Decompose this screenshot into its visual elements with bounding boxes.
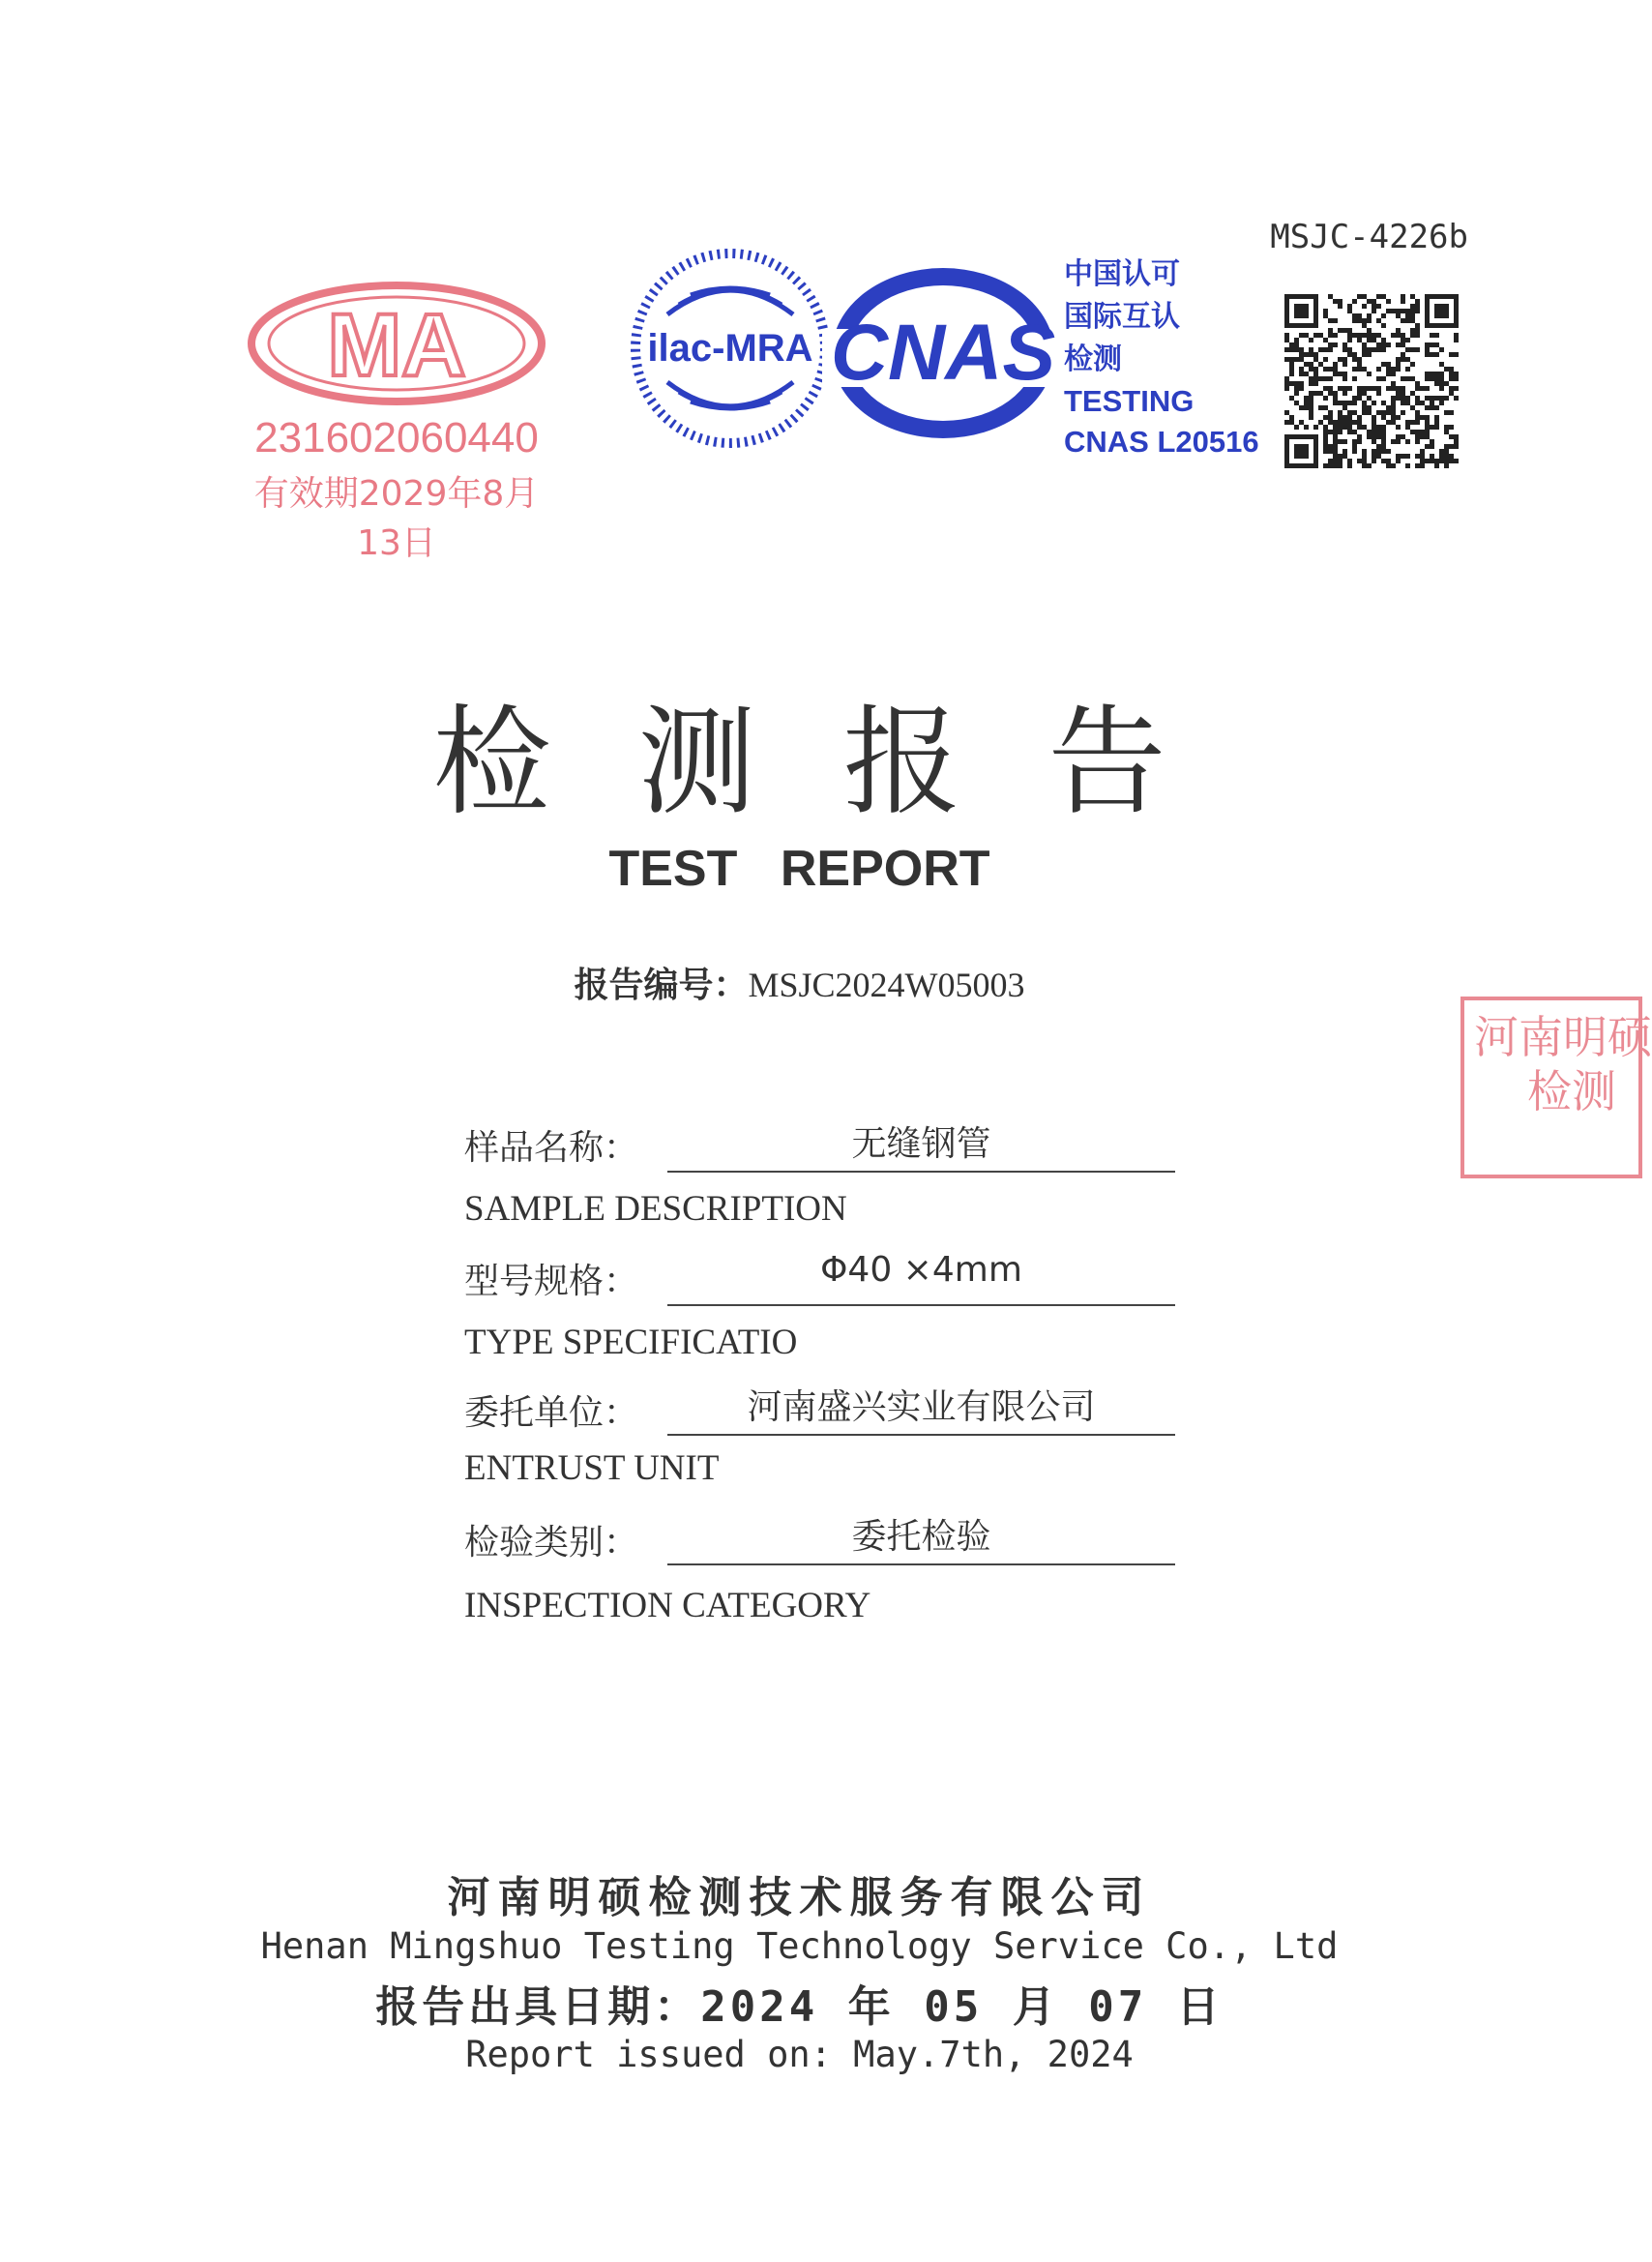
cnas-line-4: TESTING (1064, 384, 1195, 418)
sample-name-value: 无缝钢管 (851, 1124, 991, 1164)
entrust-unit-en-label: ENTRUST UNIT (464, 1448, 720, 1488)
cnas-line-2: 国际互认 (1064, 300, 1180, 334)
inspection-category-label: 检验类别： (464, 1523, 639, 1563)
cma-validity: 有效期2029年8月13日 (253, 474, 540, 563)
cnas-logo-text: CNAS (830, 309, 1056, 397)
ilac-text: ilac-MRA (647, 327, 813, 370)
cnas-label-block (1064, 253, 1259, 462)
type-spec-label: 型号规格： (464, 1262, 639, 1301)
entrust-unit-field (667, 1376, 1175, 1436)
cnas-line-3: 检测 (1064, 342, 1122, 376)
issue-date-en: Report issued on: May.7th, 2024 (465, 2034, 1134, 2075)
inspection-category-value: 委托检验 (851, 1517, 991, 1557)
title-chinese: 检测报告 (432, 694, 1254, 831)
entrust-unit-label: 委托单位： (464, 1393, 639, 1433)
inspection-category-en-label: INSPECTION CATEGORY (464, 1586, 871, 1625)
cma-seal (237, 281, 556, 563)
inspection-category-field (667, 1505, 1175, 1565)
cnas-line-1: 中国认可 (1064, 257, 1180, 291)
report-number (0, 958, 1599, 1007)
company-name-en: Henan Mingshuo Testing Technology Service Co., Ltd (260, 1925, 1339, 1967)
type-spec-value: Φ40 ×4mm (820, 1250, 1022, 1290)
cma-number: 231602060440 (254, 414, 539, 461)
company-name-cn: 河南明硕检测技术服务有限公司 (447, 1873, 1152, 1922)
report-number-label: 报告编号： (574, 966, 749, 1005)
document-number: MSJC-4226b (1270, 218, 1468, 256)
title-english: TEST REPORT (608, 841, 990, 897)
ilac-mra-logo (629, 247, 832, 450)
stamp-line-1: 河南明硕 (1474, 1011, 1652, 1063)
cma-logo-text: MA (327, 296, 466, 395)
entrust-unit-value: 河南盛兴实业有限公司 (747, 1387, 1096, 1427)
type-specification-label: TYPE SPECIFICATIO (464, 1323, 798, 1362)
issue-date-cn: 报告出具日期：2024 年 05 月 07 日 (375, 1982, 1224, 2032)
sample-name-field (667, 1113, 1175, 1173)
qr-code-icon (1284, 294, 1459, 468)
cnas-line-5: CNAS L20516 (1064, 425, 1259, 459)
company-stamp (1460, 997, 1652, 1178)
cma-logo-icon (247, 281, 546, 406)
cnas-logo (822, 261, 1064, 445)
sample-name-label: 样品名称： (464, 1128, 639, 1168)
type-spec-field (667, 1246, 1175, 1306)
report-number-value: MSJC2024W05003 (748, 966, 1025, 1004)
sample-description-label: SAMPLE DESCRIPTION (464, 1189, 847, 1229)
stamp-line-2: 检测 (1527, 1065, 1616, 1117)
